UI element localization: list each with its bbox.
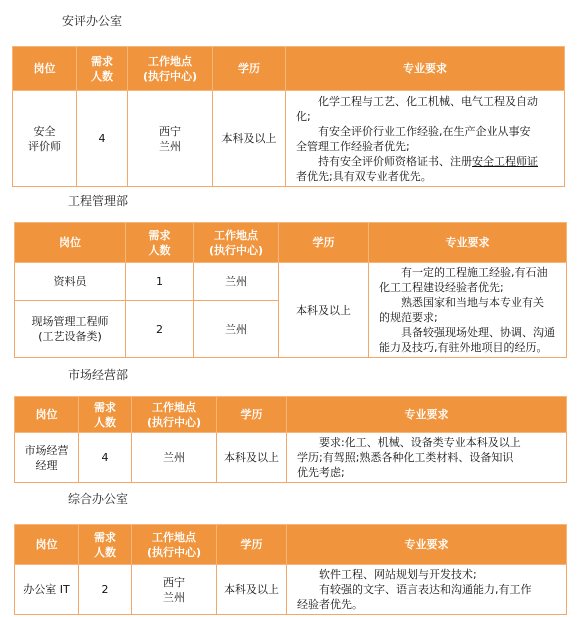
header-location (128, 47, 213, 91)
location-cell: 兰州 (194, 301, 279, 358)
count-cell: 2 (79, 565, 132, 615)
requirement-underlined-text: 安全工程师证 (472, 154, 538, 168)
location-cell: 兰州 (194, 263, 279, 301)
position-cell (13, 91, 77, 187)
table-header-row (15, 223, 567, 263)
header-location-line1: 工作地点 (152, 530, 196, 544)
table-header-row (13, 47, 565, 91)
section-title-engineering: 工程管理部 (68, 194, 129, 208)
requirement-line: 要求:化工、机械、设备类专业本科及以上 (319, 436, 521, 449)
requirements-cell (369, 263, 567, 358)
header-demand-line2: 人数 (91, 69, 113, 83)
header-location (194, 223, 279, 263)
position-line2: 经理 (35, 458, 58, 472)
marketing-table (14, 396, 567, 483)
position-line1: 安全 (33, 124, 56, 138)
position-line2: 评价师 (28, 139, 61, 153)
location-line2: 兰州 (163, 590, 185, 604)
location-cell (128, 91, 213, 187)
header-location-line2: (执行中心) (146, 415, 202, 429)
education-cell: 本科及以上 (217, 433, 287, 483)
header-requirements: 专业要求 (287, 525, 567, 565)
count-cell: 1 (126, 263, 194, 301)
location-line1: 西宁 (159, 124, 181, 138)
header-position: 岗位 (13, 47, 77, 91)
requirement-line: 有一定的工程施工经验,有石油 (401, 266, 548, 279)
location-line1: 西宁 (163, 575, 185, 589)
requirement-line: 者优先;具有双专业者优先。 (296, 169, 432, 183)
section-title-safety-office: 安评办公室 (62, 14, 123, 28)
table-row (15, 263, 567, 301)
header-education: 学历 (213, 47, 286, 91)
header-demand (126, 223, 194, 263)
header-demand (79, 525, 132, 565)
position-line1: 市场经营 (24, 443, 69, 457)
header-demand-line2: 人数 (94, 545, 116, 559)
education-cell: 本科及以上 (279, 263, 369, 358)
count-cell: 2 (126, 301, 194, 358)
location-cell (132, 565, 217, 615)
requirement-line: 化; (296, 109, 311, 123)
requirement-line: 化工工程建设经验者优先; (379, 281, 504, 294)
location-cell: 兰州 (132, 433, 217, 483)
count-cell: 4 (79, 433, 132, 483)
header-location (132, 525, 217, 565)
general-office-table (14, 524, 567, 615)
engineering-table (14, 222, 567, 358)
requirement-line: 的规范要求; (379, 311, 438, 324)
requirement-line: 经验者优先。 (297, 598, 363, 611)
count-cell: 4 (77, 91, 128, 187)
requirements-cell (287, 565, 567, 615)
position-cell: 资料员 (15, 263, 126, 301)
header-demand-line2: 人数 (94, 415, 116, 429)
header-education: 学历 (217, 397, 287, 433)
education-cell: 本科及以上 (213, 91, 286, 187)
header-location-line1: 工作地点 (152, 400, 196, 414)
header-location-line1: 工作地点 (148, 54, 192, 68)
header-demand-line1: 需求 (148, 228, 171, 242)
requirement-line: 有较强的文字、语言表达和沟通能力,有工作 (319, 583, 532, 596)
requirement-line: 学历;有驾照;熟悉各种化工类材料、设备知识 (297, 451, 514, 464)
requirement-line: 全管理工作经验者优先; (296, 139, 410, 153)
header-position: 岗位 (15, 223, 126, 263)
table-row (13, 91, 565, 187)
header-demand-line1: 需求 (91, 54, 113, 68)
header-demand-line1: 需求 (94, 400, 116, 414)
header-education: 学历 (217, 525, 287, 565)
header-location (132, 397, 217, 433)
requirement-line: 优先考虑; (297, 466, 345, 479)
requirements-cell (287, 433, 567, 483)
table-row (15, 433, 567, 483)
education-cell: 本科及以上 (217, 565, 287, 615)
header-location-line2: (执行中心) (208, 243, 264, 257)
header-requirements: 专业要求 (369, 223, 567, 263)
requirement-line: 能力及技巧,有驻外地项目的经历。 (379, 341, 548, 354)
header-position: 岗位 (15, 397, 79, 433)
requirement-line (296, 154, 556, 169)
table-header-row (15, 525, 567, 565)
table-header-row (15, 397, 567, 433)
header-requirements: 专业要求 (286, 47, 565, 91)
requirement-line: 软件工程、网站规划与开发技术; (319, 568, 477, 581)
requirements-cell (286, 91, 565, 187)
header-demand-line2: 人数 (148, 243, 171, 257)
requirement-line: 化学工程与工艺、化工机械、电气工程及自动 (318, 94, 538, 108)
header-demand (79, 397, 132, 433)
safety-office-table (12, 46, 565, 187)
header-demand-line1: 需求 (94, 530, 116, 544)
header-location-line1: 工作地点 (214, 228, 258, 242)
table-row (15, 565, 567, 615)
position-cell: 办公室 IT (15, 565, 79, 615)
requirement-text: 持有安全评价师资格证书、注册 (318, 154, 472, 168)
position-cell (15, 301, 126, 358)
location-line2: 兰州 (159, 139, 181, 153)
header-requirements: 专业要求 (287, 397, 567, 433)
requirement-line: 熟悉国家和当地与本专业有关 (401, 296, 544, 309)
header-location-line2: (执行中心) (142, 69, 198, 83)
header-demand (77, 47, 128, 91)
requirement-line: 有安全评价行业工作经验,在生产企业从事安 (318, 124, 531, 138)
header-location-line2: (执行中心) (146, 545, 202, 559)
requirement-line: 具备较强现场处理、协调、沟通 (401, 326, 555, 339)
header-education: 学历 (279, 223, 369, 263)
position-line2: (工艺设备类) (38, 330, 102, 344)
position-line1: 现场管理工程师 (31, 315, 109, 329)
section-title-marketing: 市场经营部 (68, 368, 129, 382)
position-cell (15, 433, 79, 483)
section-title-general-office: 综合办公室 (68, 492, 129, 506)
header-position: 岗位 (15, 525, 79, 565)
